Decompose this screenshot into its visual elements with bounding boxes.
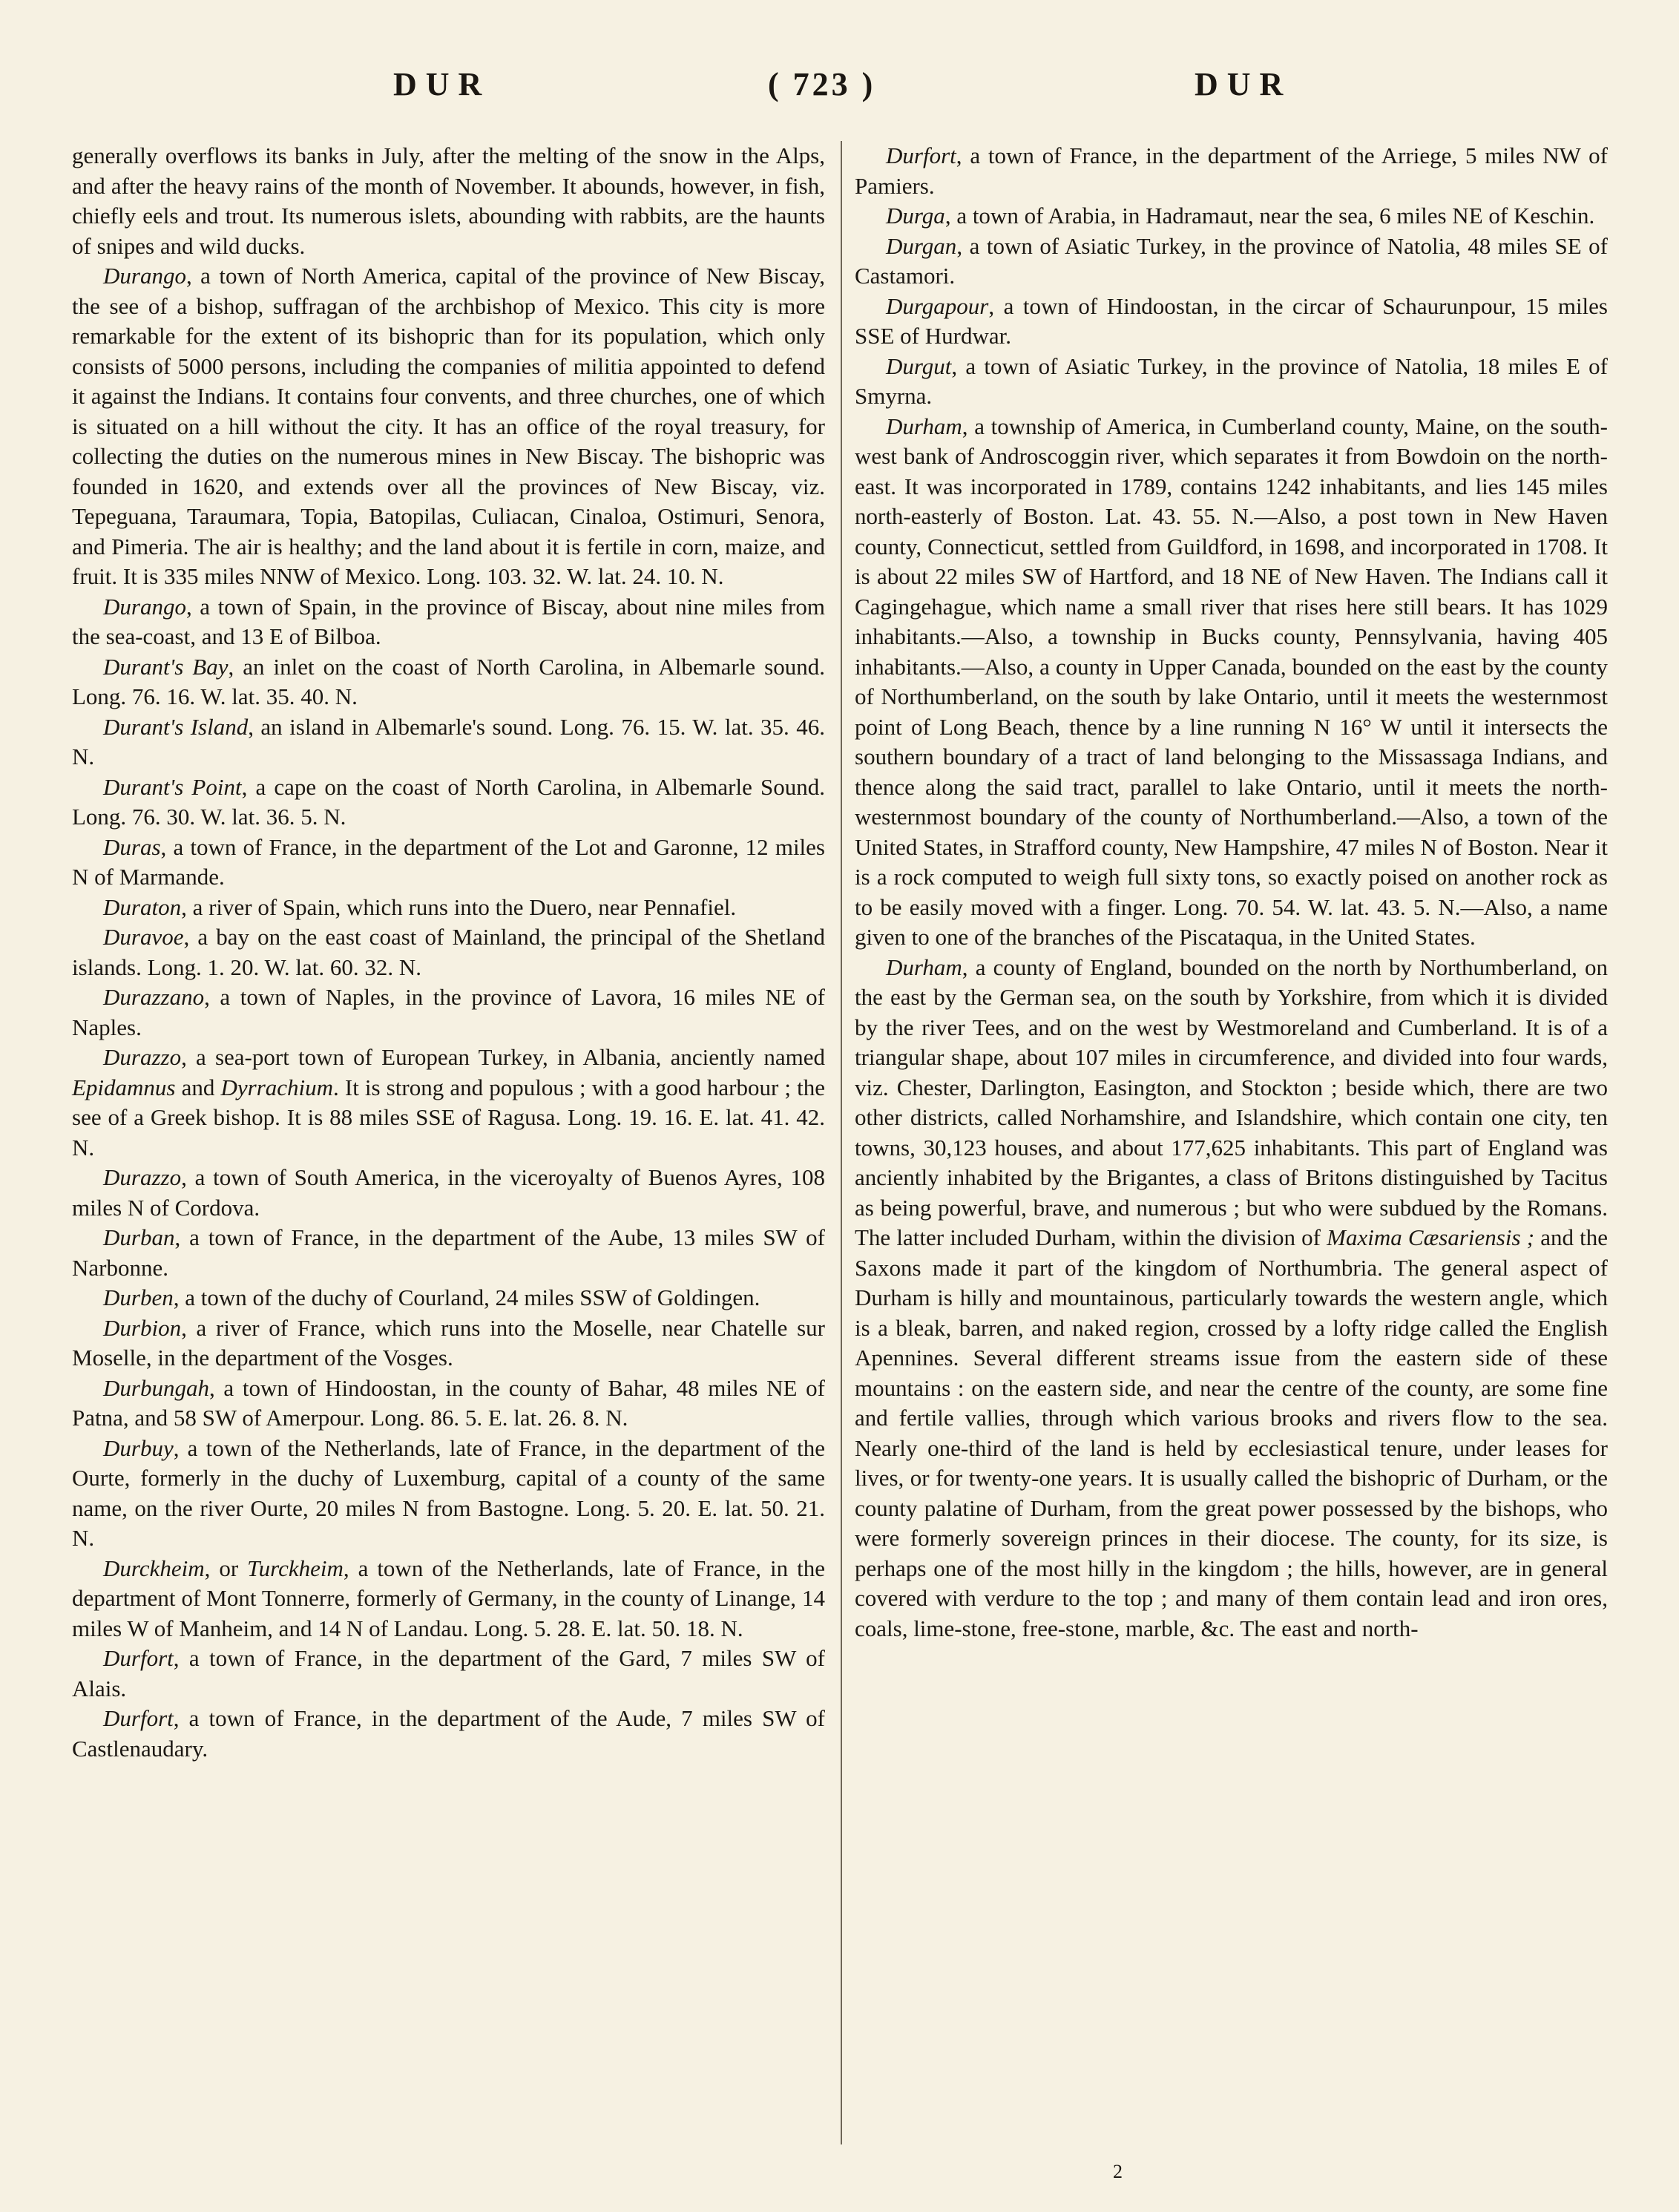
entry-text: , a cape on the coast of North Carolina, in Albemarle Sound. Long. 76. 30. W. lat. 36. 5. N. — [72, 773, 825, 830]
entry-headword: Durfort — [103, 1705, 174, 1731]
entry-italic-text: Turckheim — [247, 1555, 344, 1581]
entry-text: and — [175, 1074, 221, 1100]
dictionary-entry — [72, 922, 825, 982]
entry-text: , an inlet on the coast of North Carolina, in Albemarle sound. Long. 76. 16. W. lat. 35. 40. N. — [72, 653, 825, 709]
dictionary-entry — [72, 652, 825, 712]
entry-headword: Durfort — [103, 1645, 174, 1671]
entry-headword: Durham — [886, 413, 962, 439]
dictionary-entry — [72, 1554, 825, 1644]
running-header — [82, 65, 1603, 125]
dictionary-entry — [72, 1163, 825, 1223]
dictionary-entry — [855, 412, 1608, 953]
entry-headword: Durazzano — [103, 984, 205, 1010]
entry-headword: Duraton — [103, 893, 182, 920]
entry-headword: Durant's Point — [103, 773, 242, 800]
entry-italic-text: Epidamnus — [72, 1074, 176, 1100]
entry-headword: Durbuy — [103, 1434, 174, 1461]
entry-headword: Durazzo — [103, 1044, 182, 1070]
entry-text: , a town of Arabia, in Hadramaut, near the sea, 6 miles NE of Keschin. — [944, 203, 1595, 229]
entry-text: , a town of the duchy of Courland, 24 miles SSW of Goldingen. — [173, 1284, 760, 1310]
entry-text: , a town of France, in the department of the Gard, 7 miles SW of Alais. — [72, 1645, 825, 1701]
entry-headword: Durgapour — [886, 292, 989, 319]
entry-headword: Durban — [103, 1224, 175, 1250]
dictionary-entry — [855, 201, 1608, 232]
entry-text: , an island in Albemarle's sound. Long. 76. 15. W. lat. 35. 46. N. — [72, 713, 825, 769]
entry-headword: Durbungah — [103, 1374, 209, 1401]
header-left-catchword: DUR — [393, 66, 491, 102]
dictionary-entry — [855, 232, 1608, 292]
entry-headword: Durant's Bay — [103, 653, 229, 680]
entry-text: , a town of Spain, in the province of Biscay, about nine miles from the sea-coast, and 13 E of Bilboa. — [72, 593, 825, 649]
column-divider — [841, 141, 842, 2144]
dictionary-entry — [72, 1313, 825, 1374]
entry-text: , a town of South America, in the viceroyalty of Buenos Ayres, 108 miles N of Cordova. — [72, 1164, 825, 1221]
dictionary-entry — [72, 893, 825, 923]
entry-italic-text: Maxima Cæsariensis ; — [1327, 1224, 1535, 1250]
entry-text: , a town of France, in the department of the Lot and Garonne, 12 miles N of Marmande. — [72, 833, 825, 890]
entry-text: , a town of Hindoostan, in the circar of Schaurunpour, 15 miles SSE of Hurdwar. — [855, 292, 1608, 349]
entry-text: , a river of Spain, which runs into the Duero, near Pennafiel. — [181, 893, 737, 920]
entry-text: , a town of Asiatic Turkey, in the province of Natolia, 48 miles SE of Castamori. — [855, 232, 1608, 289]
dictionary-entry — [72, 833, 825, 893]
entry-headword: Durgan — [886, 232, 957, 259]
entry-text: , a sea-port town of European Turkey, in Albania, anciently named — [181, 1044, 825, 1070]
entry-headword: Durben — [103, 1284, 174, 1310]
entry-text: , a town of North America, capital of the province of New Biscay, the see of a bishop, suffragan of the archbishop of Mexico. This city is more remarkable for the extent of its bishopric than for its population, which only consists of 5000 persons, including the companies of militia appointed to defend it against the Indians. It contains four convents, and three churches, one of which is situated on a hill without the city. It has an office of the royal treasury, for collecting the duties on the numerous mines in New Biscay. The bishopric was founded in 1620, and extends over all the provinces of New Biscay, viz. Tepeguana, Taraumara, Topia, Batopilas, Culiacan, Cinaloa, Ostimuri, Senora, and Pimeria. The air is healthy; and the land about it is fertile in corn, maize, and fruit. It is 335 miles NNW of Mexico. Long. 103. 32. W. lat. 24. 10. N. — [72, 263, 825, 589]
entry-headword: Durango — [103, 593, 186, 620]
entry-headword: Durazzo — [103, 1164, 182, 1190]
entry-text: , a town of the Netherlands, late of France, in the department of Mont Tonnerre, formerly of Germany, in the county of Linange, 14 miles W of Manheim, and 14 N of Landau. Long. 5. 28. E. lat. 50. 18. N. — [72, 1555, 825, 1641]
entry-text: generally overflows its banks in July, after the melting of the snow in the Alps, and after the heavy rains of the month of November. It abounds, however, in fish, chiefly eels and trout. Its numerous islets, abounding with rabbits, are the haunts of snipes and wild ducks. — [72, 142, 825, 259]
entry-text: , a town of the Netherlands, late of France, in the department of the Ourte, formerly in the duchy of Luxemburg, capital of a county of the same name, on the river Ourte, 20 miles N from Bastogne. Long. 5. 20. E. lat. 50. 21. N. — [72, 1434, 825, 1551]
entry-text: , a town of France, in the department of the Arriege, 5 miles NW of Pamiers. — [855, 142, 1608, 199]
left-column — [72, 141, 825, 1764]
dictionary-entry — [72, 261, 825, 592]
entry-text: , a township of America, in Cumberland county, Maine, on the south-west bank of Androscoggin river, which separates it from Bowdoin on the north-east. It was incorporated in 1789, contains 1242 inhabitants, and lies 145 miles north-easterly of Boston. Lat. 43. 55. N.—Also, a post town in New Haven county, Connecticut, settled from Guildford, in 1698, and incorporated in 1708. It is about 22 miles SW of Hartford, and 18 NE of New Haven. The Indians call it Cagingehague, which name a small river that rises here still bears. It has 1029 inhabitants.—Also, a township in Bucks county, Pennsylvania, having 405 inhabitants.—Also, a county in Upper Canada, bounded on the east by the county of Northumberland, on the south by lake Ontario, until it meets the westernmost point of Long Beach, thence by a line running N 16° W until it intersects the southern boundary of a tract of land belonging to the Missassaga Indians, and thence along the said tract, parallel to lake Ontario, until it meets the north-westernmost boundary of the county of Northumberland.—Also, a town of the United States, in Strafford county, New Hampshire, 47 miles N of Boston. Near it is a rock computed to weigh full sixty tons, so exactly poised on another rock as to be easily moved with a finger. Long. 70. 54. W. lat. 43. 5. N.—Also, a name given to one of the branches of the Piscataqua, in the United States. — [855, 413, 1608, 950]
dictionary-entry — [72, 982, 825, 1043]
dictionary-entry — [72, 141, 825, 261]
entry-headword: Durham — [886, 954, 962, 980]
dictionary-entry — [72, 772, 825, 833]
page-number: ( 723 ) — [768, 66, 876, 102]
entry-text: , a town of Naples, in the province of Lavora, 16 miles NE of Naples. — [72, 984, 825, 1040]
entry-headword: Duravoe — [103, 924, 184, 950]
entry-text: , a town of Asiatic Turkey, in the province of Natolia, 18 miles E of Smyrna. — [855, 352, 1608, 409]
right-column — [855, 141, 1608, 1644]
entry-text: , or — [204, 1555, 248, 1581]
entry-text: and the Saxons made it part of the kingdom of Northumbria. The general aspect of Durham is hilly and mountainous, particularly towards the western angle, which is a bleak, barren, and naked region, crossed by a lofty ridge called the English Apennines. Several different streams issue from the eastern side of these mountains : on the eastern side, and near the centre of the county, are some fine and fertile vallies, through which various brooks and rivers flow to the sea. Nearly one-third of the land is held by ecclesiastical tenure, under leases for lives, or for twenty-one years. It is usually called the bishopric of Durham, or the county palatine of Durham, from the great power possessed by the bishops, who were formerly sovereign princes in their diocese. The county, for its size, is perhaps one of the most hilly in the kingdom ; the hills, however, are in general covered with verdure to the top ; and many of them contain lead and iron ores, coals, lime-stone, free-stone, marble, &c. The east and north- — [855, 1224, 1609, 1641]
dictionary-entry — [72, 1223, 825, 1283]
dictionary-entry — [72, 1283, 825, 1313]
entry-italic-text: Dyrrachium — [220, 1074, 334, 1100]
entry-headword: Duras — [103, 833, 161, 860]
dictionary-entry — [72, 1374, 825, 1434]
entry-headword: Durango — [103, 263, 186, 289]
dictionary-entry — [855, 292, 1608, 352]
entry-text: , a town of Hindoostan, in the county of Bahar, 48 miles NE of Patna, and 58 SW of Amerpour. Long. 86. 5. E. lat. 26. 8. N. — [72, 1374, 825, 1431]
header-right-catchword: DUR — [1195, 66, 1292, 102]
dictionary-entry — [72, 1434, 825, 1554]
entry-headword: Durant's Island — [103, 713, 249, 740]
entry-headword: Durga — [886, 203, 945, 229]
entry-headword: Durgut — [886, 352, 952, 379]
dictionary-entry — [72, 592, 825, 652]
dictionary-entry — [72, 1644, 825, 1704]
entry-text: , a town of France, in the department of the Aude, 7 miles SW of Castlenaudary. — [72, 1705, 825, 1762]
signature-mark: 2 — [1113, 2161, 1123, 2182]
dictionary-entry — [855, 953, 1608, 1644]
entry-text: , a town of France, in the department of the Aube, 13 miles SW of Narbonne. — [72, 1224, 825, 1281]
entry-headword: Durfort — [886, 142, 956, 168]
dictionary-entry — [855, 141, 1608, 201]
dictionary-entry — [72, 712, 825, 772]
dictionary-entry — [72, 1704, 825, 1764]
entry-headword: Durbion — [103, 1314, 182, 1341]
entry-headword: Durckheim — [103, 1555, 205, 1581]
dictionary-entry — [72, 1043, 825, 1163]
dictionary-entry — [855, 352, 1608, 412]
entry-text: , a river of France, which runs into the Moselle, near Chatelle sur Moselle, in the department of the Vosges. — [72, 1314, 825, 1371]
entry-text: , a county of England, bounded on the north by Northumberland, on the east by the German sea, on the south by Yorkshire, from which it is divided by the river Tees, and on the west by Westmoreland and Cumberland. It is of a triangular shape, about 107 miles in circumference, and divided into four wards, viz. Chester, Darlington, Easington, and Stockton ; beside which, there are two other districts, called Norhamshire, and Islandshire, which contain one city, ten towns, 30,123 houses, and about 177,625 inhabitants. This part of England was anciently inhabited by the Brigantes, a class of Britons distinguished by Tacitus as being powerful, brave, and numerous ; but who were subdued by the Romans. The latter included Durham, within the division of — [855, 954, 1608, 1250]
entry-text: , a bay on the east coast of Mainland, the principal of the Shetland islands. Long. 1. 20. W. lat. 60. 32. N. — [72, 924, 825, 980]
entry-text: . It is strong and populous ; with a good harbour ; the see of a Greek bishop. It is 88 miles SSE of Ragusa. Long. 19. 16. E. lat. 41. 42. N. — [72, 1074, 825, 1161]
